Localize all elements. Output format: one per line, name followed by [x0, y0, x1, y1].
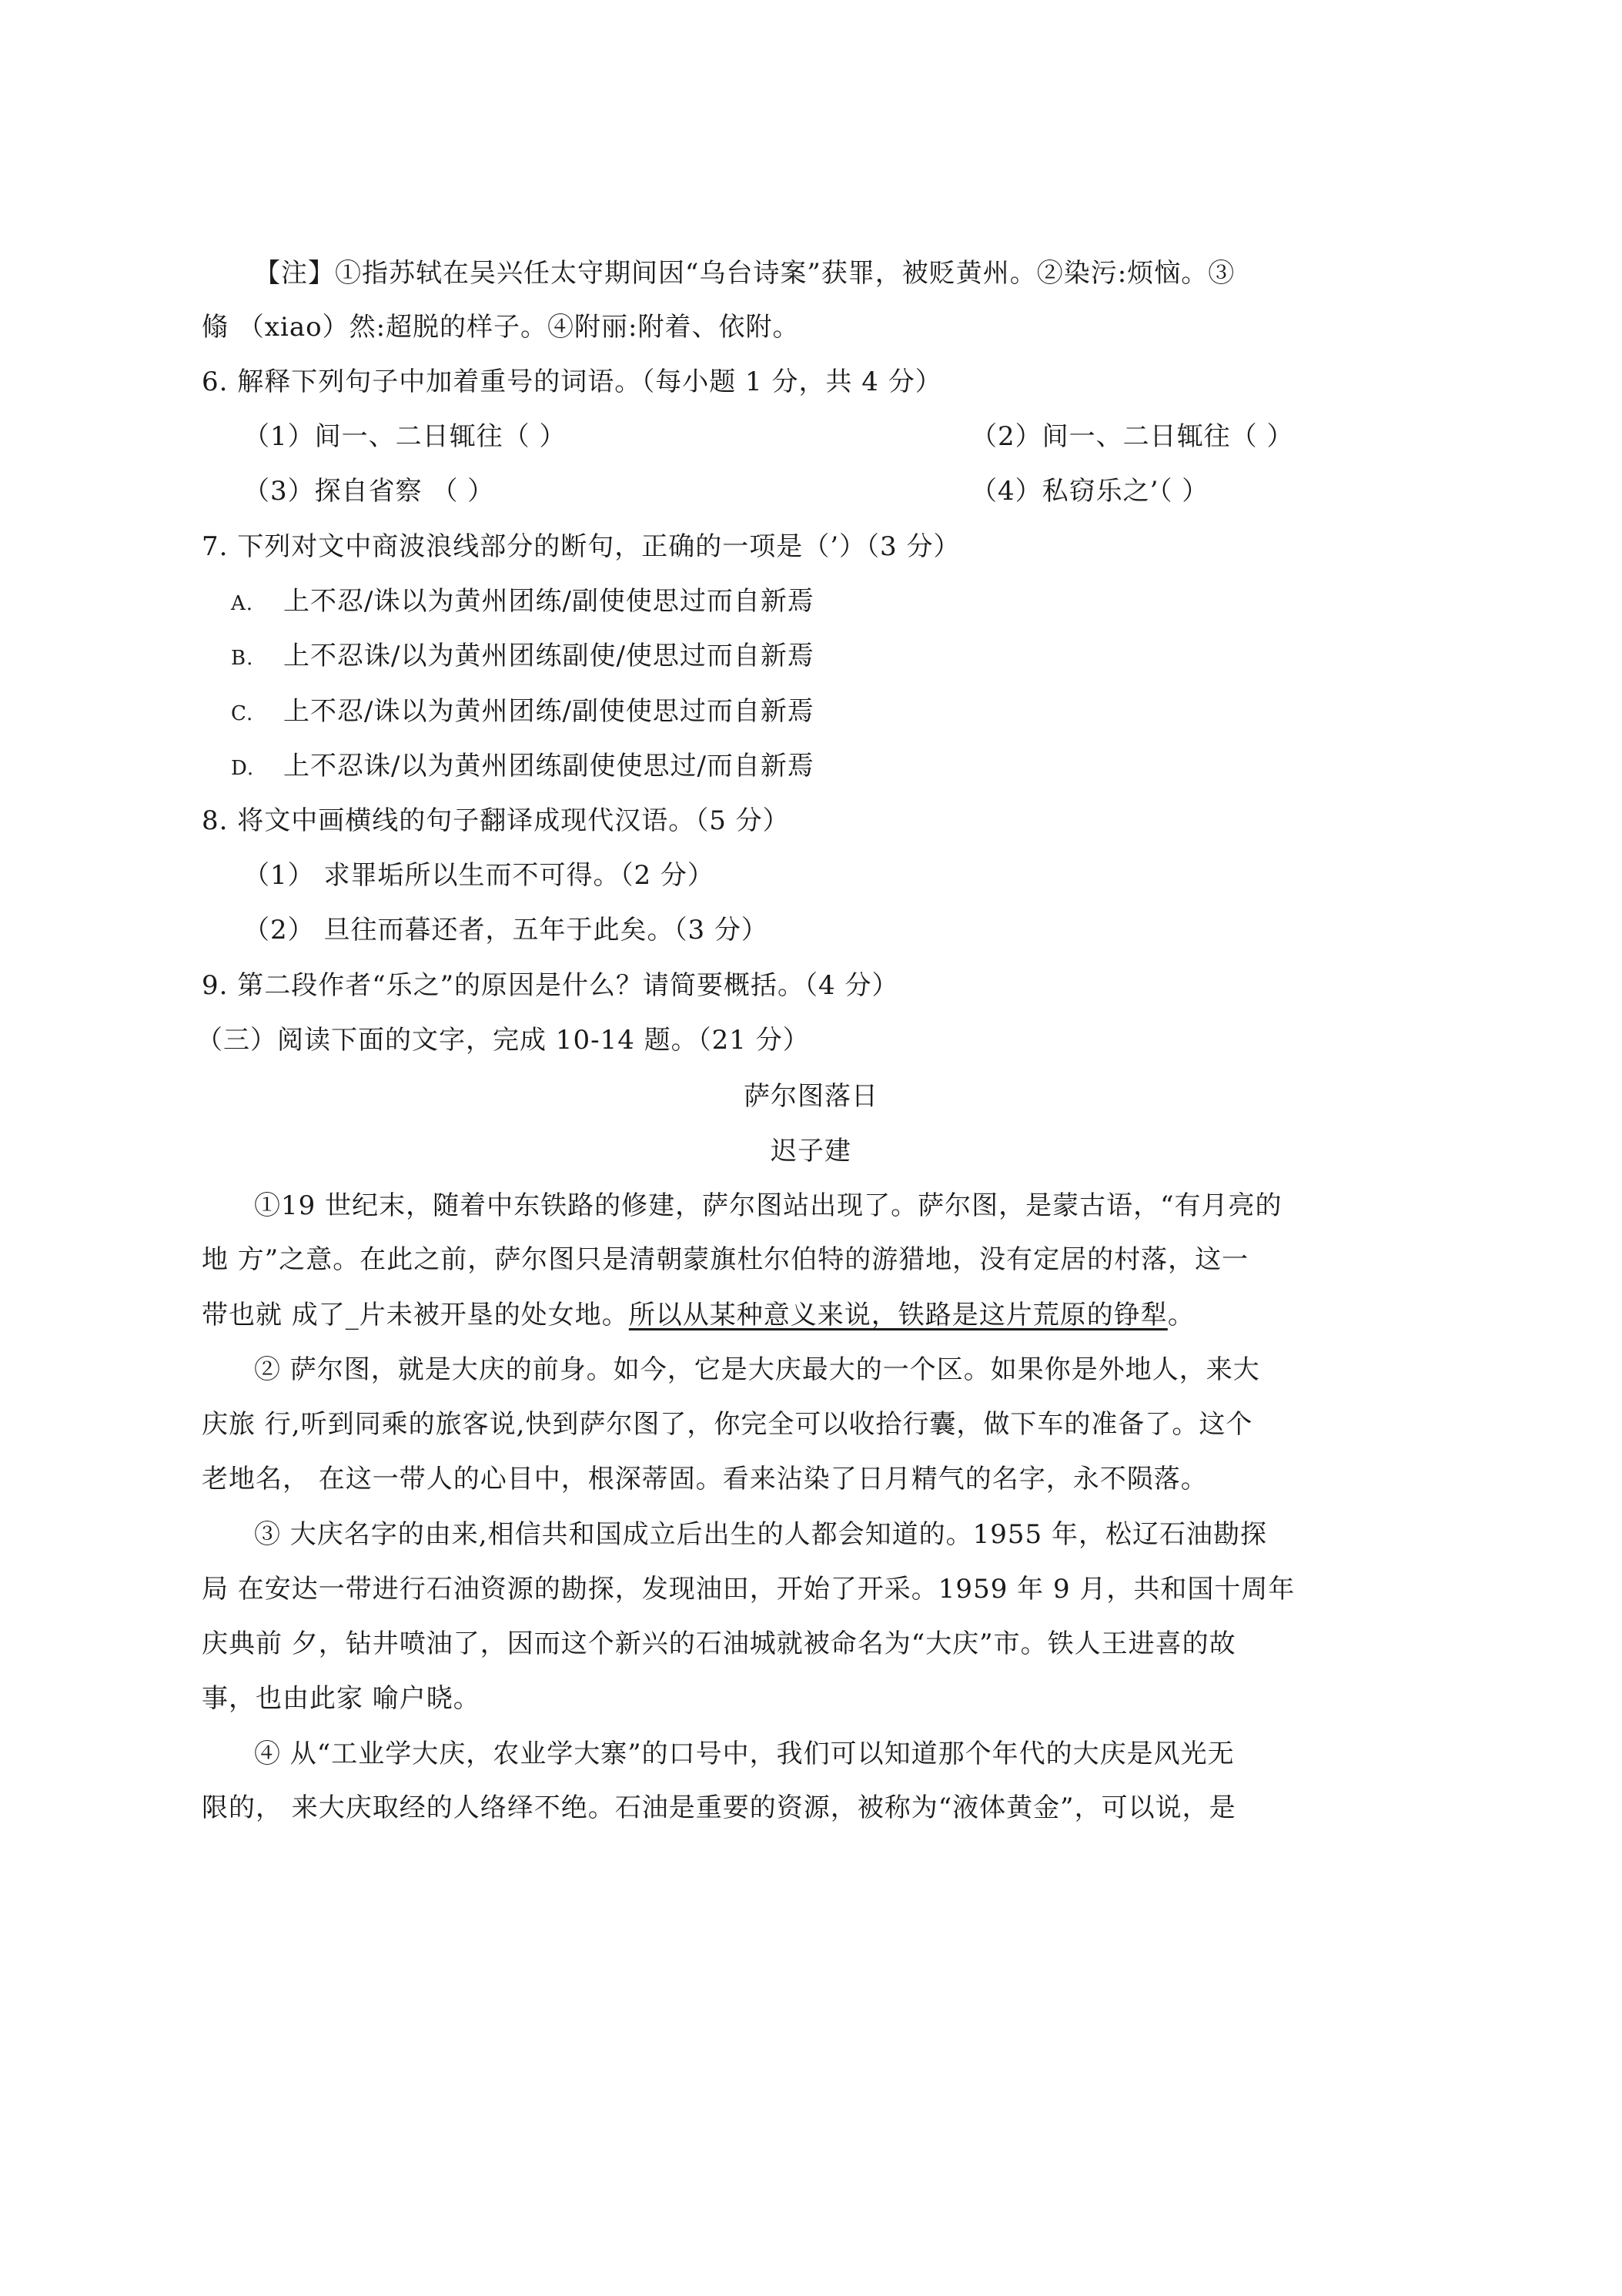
paragraph-2-line-2: 庆旅 行,听到同乘的旅客说,快到萨尔图了，你完全可以收拾行囊，做下车的准备了。这个	[202, 1409, 1253, 1440]
paragraph-4-line-2: 限的， 来大庆取经的人络绎不绝。石油是重要的资源，被称为“液体黄金”，可以说，是	[202, 1792, 1236, 1823]
question-8-item-2: （2） 旦往而暮还者，五年于此矣。（3 分）	[243, 915, 768, 946]
article-author: 迟子建	[771, 1136, 851, 1166]
paragraph-3-line-4: 事，也由此家 喻户晓。	[202, 1683, 480, 1714]
question-7-option-b	[231, 639, 814, 675]
option-mark: D.	[231, 757, 255, 780]
question-7-stem: 7. 下列对文中商波浪线部分的断句，正确的一项是（’）（3 分）	[202, 531, 961, 562]
question-7-option-a	[231, 584, 814, 621]
question-7-option-d	[231, 749, 814, 785]
paragraph-1-text: 带也就 成了_片未被开垦的处女地。	[202, 1300, 629, 1330]
question-8-stem: 8. 将文中画横线的句子翻译成现代汉语。（5 分）	[202, 805, 790, 836]
option-text: 上不忍诛/以为黄州团练副使使思过/而自新焉	[283, 751, 814, 782]
paragraph-1-line-1: ①19 世纪末，随着中东铁路的修建，萨尔图站出现了。萨尔图，是蒙古语，“有月亮的	[254, 1190, 1283, 1221]
option-text: 上不忍诛/以为黄州团练副使/使思过而自新焉	[283, 641, 814, 671]
paragraph-2-line-1: ② 萨尔图，就是大庆的前身。如今，它是大庆最大的一个区。如果你是外地人，来大	[254, 1354, 1260, 1385]
paragraph-1-end: 。	[1167, 1300, 1195, 1330]
option-mark: A.	[231, 592, 254, 615]
paragraph-1-line-3	[202, 1298, 1195, 1332]
question-6-item-3: （3）探自省察 （ ）	[243, 476, 495, 507]
note-line-1: 【注】①指苏轼在吴兴任太守期间因“乌台诗案”获罪，被贬黄州。②染污:烦恼。③	[254, 258, 1236, 289]
paragraph-1-line-2: 地 方”之意。在此之前，萨尔图只是清朝蒙旗杜尔伯特的游猎地，没有定居的村落，这一	[202, 1244, 1249, 1275]
paragraph-3-line-1: ③ 大庆名字的由来,相信共和国成立后出生的人都会知道的。1955 年，松辽石油勘探	[254, 1519, 1267, 1550]
option-mark: B.	[231, 647, 254, 670]
underlined-sentence: 所以从某种意义来说，铁路是这片荒原的铮犁	[628, 1300, 1168, 1330]
question-8-item-1: （1） 求罪垢所以生而不可得。（2 分）	[243, 860, 714, 891]
paragraph-3-line-2: 局 在安达一带进行石油资源的勘探，发现油田，开始了开采。1959 年 9 月，共和国十周年	[202, 1574, 1296, 1605]
note-line-2: 翛 （xiao）然:超脱的样子。④附丽:附着、依附。	[202, 312, 800, 343]
question-7-option-c	[231, 694, 814, 731]
article-title: 萨尔图落日	[744, 1081, 878, 1112]
question-6-item-4: （4）私窃乐之’（ ）	[971, 476, 1209, 507]
option-text: 上不忍/诛以为黄州团练/副使使思过而自新焉	[283, 586, 814, 617]
option-mark: C.	[231, 702, 254, 725]
paragraph-4-line-1: ④ 从“工业学大庆，农业学大寨”的口号中，我们可以知道那个年代的大庆是风光无	[254, 1739, 1235, 1769]
option-text: 上不忍/诛以为黄州团练/副使使思过而自新焉	[283, 696, 814, 727]
section-3-heading: （三）阅读下面的文字，完成 10-14 题。（21 分）	[196, 1025, 810, 1056]
question-6-row-2	[243, 474, 1209, 508]
question-9-stem: 9. 第二段作者“乐之”的原因是什么？请简要概括。（4 分）	[202, 970, 899, 1001]
paragraph-2-line-3: 老地名， 在这一带人的心目中，根深蒂固。看来沾染了日月精气的名字，永不陨落。	[202, 1464, 1208, 1494]
question-6-row-1	[243, 420, 1294, 454]
question-6-item-2: （2）间一、二日辄往（ ）	[971, 421, 1294, 452]
question-6-stem: 6. 解释下列句子中加着重号的词语。（每小题 1 分，共 4 分）	[202, 366, 942, 397]
paragraph-3-line-3: 庆典前 夕，钻井喷油了，因而这个新兴的石油城就被命名为“大庆”市。铁人王进喜的故	[202, 1628, 1236, 1659]
question-6-item-1: （1）间一、二日辄往（ ）	[243, 421, 567, 452]
